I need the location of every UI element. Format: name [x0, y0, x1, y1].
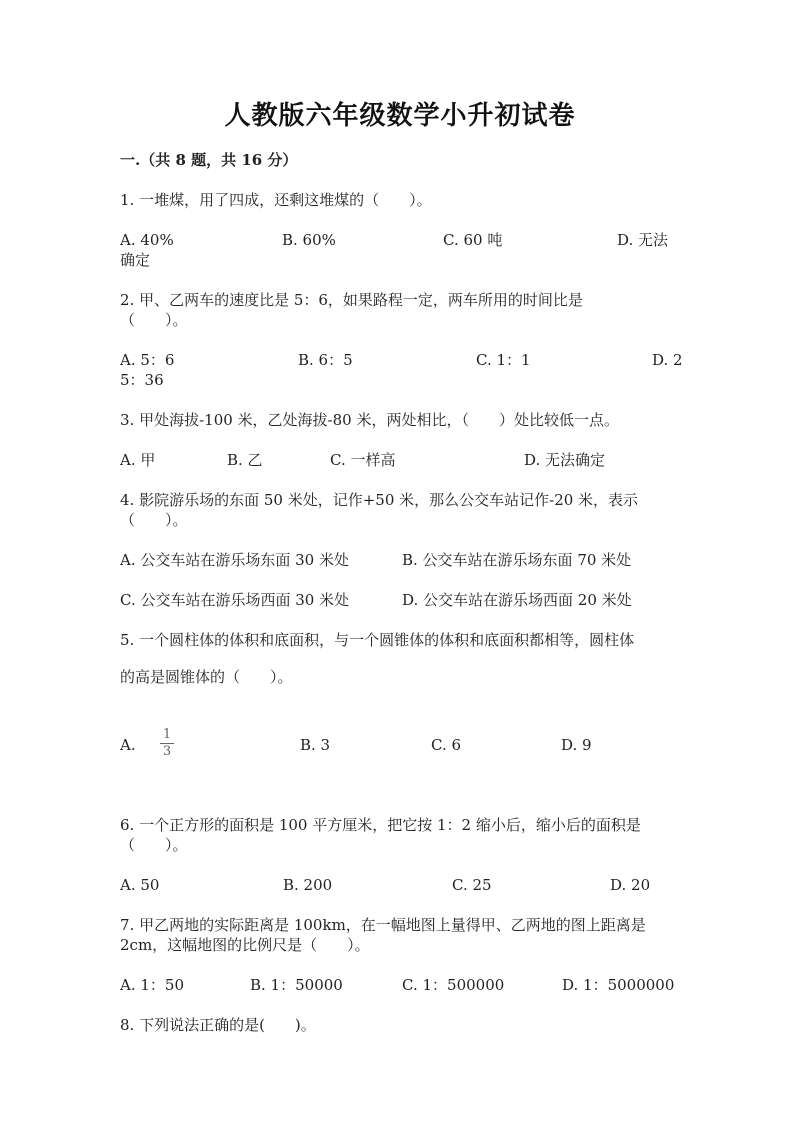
question-2-option-d: D. 2: [652, 351, 683, 369]
question-3-option-d: D. 无法确定: [524, 451, 606, 469]
fraction-denominator: 3: [162, 744, 172, 759]
question-4-option-a: A. 公交车站在游乐场东面 30 米处: [120, 551, 349, 569]
question-6-option-d: D. 20: [610, 876, 651, 894]
question-8-stem: 8. 下列说法正确的是( )。: [120, 1016, 316, 1034]
question-7-option-b: B. 1：50000: [250, 976, 343, 994]
question-2-stem-line1: 2. 甲、乙两车的速度比是 5：6，如果路程一定，两车所用的时间比是: [120, 291, 583, 309]
question-5-option-c: C. 6: [431, 736, 462, 754]
question-2-option-a: A. 5：6: [120, 351, 175, 369]
page-title: 人教版六年级数学小升初试卷: [224, 101, 576, 131]
question-6-option-c: C. 25: [452, 876, 492, 894]
question-3-option-a: A. 甲: [120, 451, 156, 469]
question-5-stem-line1: 5. 一个圆柱体的体积和底面积，与一个圆锥体的体积和底面积都相等，圆柱体: [120, 631, 635, 649]
question-1-option-b: B. 60%: [282, 231, 336, 249]
question-1-option-a: A. 40%: [120, 231, 174, 249]
question-4-option-b: B. 公交车站在游乐场东面 70 米处: [402, 551, 632, 569]
question-1-option-d: D. 无法: [617, 231, 669, 249]
question-5-option-d: D. 9: [561, 736, 592, 754]
question-3-option-b: B. 乙: [227, 451, 263, 469]
question-7-stem-line1: 7. 甲乙两地的实际距离是 100km，在一幅地图上量得甲、乙两地的图上距离是: [120, 916, 646, 934]
question-5-option-a: A.: [120, 736, 136, 754]
question-3-stem: 3. 甲处海拔-100 米，乙处海拔-80 米，两处相比，（ ）处比较低一点。: [120, 411, 619, 429]
question-7-option-a: A. 1：50: [120, 976, 184, 994]
question-1-option-d-wrap: 确定: [120, 251, 151, 269]
question-2-stem-line2: （ ）。: [120, 311, 188, 329]
question-2-option-c: C. 1：1: [476, 351, 531, 369]
question-2-option-d-wrap: 5：36: [120, 371, 164, 389]
question-7-stem-line2: 2cm，这幅地图的比例尺是（ ）。: [120, 936, 370, 954]
question-5-option-b: B. 3: [300, 736, 331, 754]
question-4-option-c: C. 公交车站在游乐场西面 30 米处: [120, 591, 350, 609]
question-4-stem-line1: 4. 影院游乐场的东面 50 米处，记作+50 米，那么公交车站记作-20 米，表示: [120, 491, 639, 509]
question-5-option-a-fraction: [160, 728, 174, 759]
question-7-option-d: D. 1：5000000: [562, 976, 675, 994]
question-3-option-c: C. 一样高: [330, 451, 396, 469]
fraction-numerator: 1: [162, 727, 172, 742]
question-7-option-c: C. 1：500000: [402, 976, 505, 994]
question-4-stem-line2: （ ）。: [120, 511, 188, 529]
question-6-stem-line1: 6. 一个正方形的面积是 100 平方厘米，把它按 1：2 缩小后，缩小后的面积是: [120, 816, 641, 834]
question-6-stem-line2: （ ）。: [120, 836, 188, 854]
question-6-option-a: A. 50: [120, 876, 160, 894]
question-4-option-d: D. 公交车站在游乐场西面 20 米处: [402, 591, 632, 609]
question-1-stem: 1. 一堆煤，用了四成，还剩这堆煤的（ ）。: [120, 191, 432, 209]
question-5-stem-line2: 的高是圆锥体的（ ）。: [120, 668, 293, 686]
section-heading: 一.（共 8 题，共 16 分）: [120, 151, 298, 169]
question-1-option-c: C. 60 吨: [443, 231, 503, 249]
question-2-option-b: B. 6：5: [298, 351, 353, 369]
question-6-option-b: B. 200: [283, 876, 333, 894]
